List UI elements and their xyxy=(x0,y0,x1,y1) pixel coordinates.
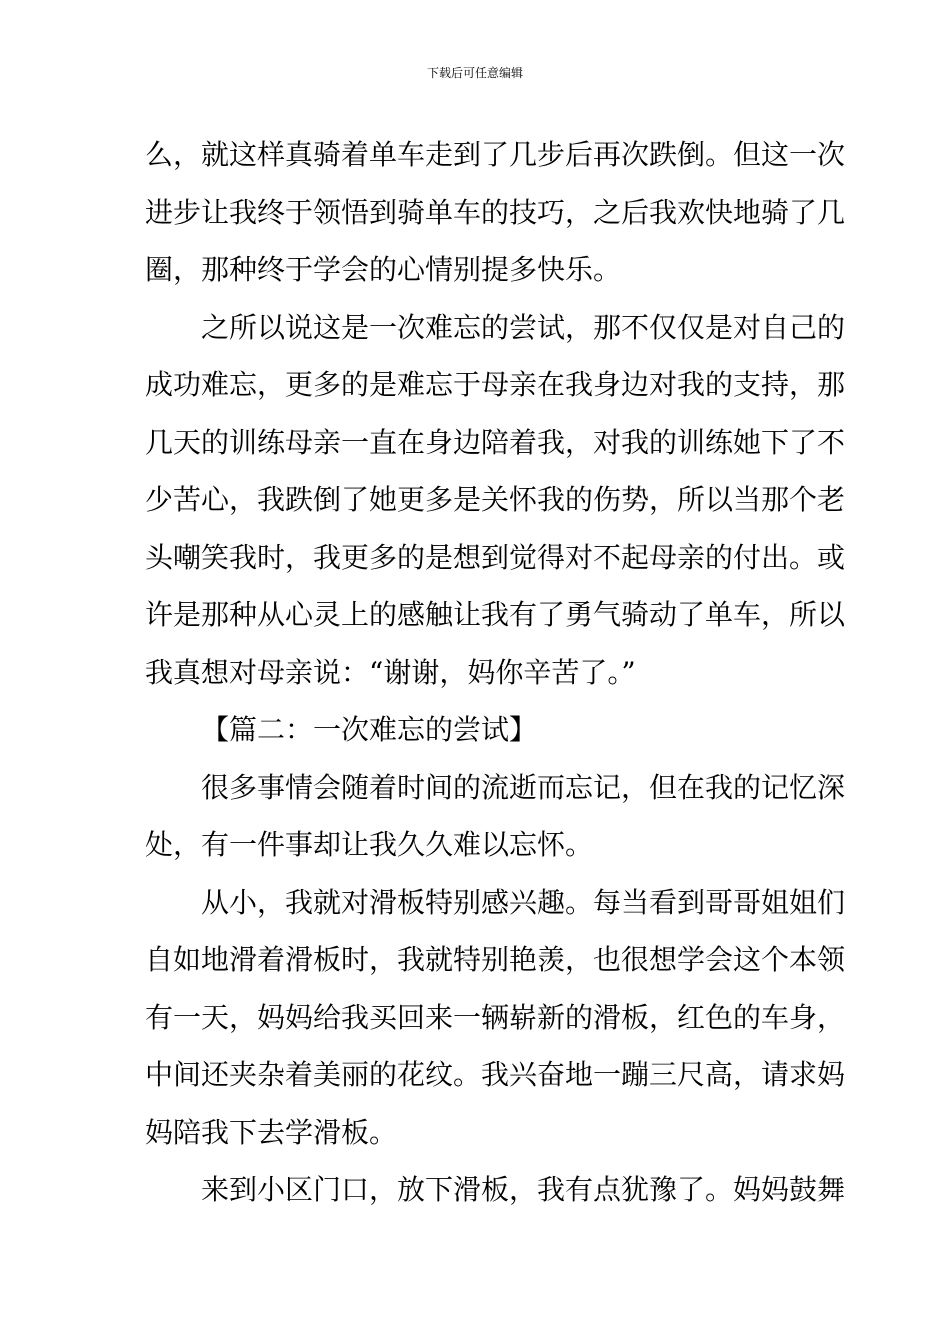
text-line: 自如地滑着滑板时，我就特别艳羡，也很想学会这个本领 xyxy=(145,943,846,976)
paragraph xyxy=(145,299,846,702)
text-line: 几天的训练母亲一直在身边陪着我，对我的训练她下了不 xyxy=(145,425,846,459)
text-line: 少苦心，我跌倒了她更多是关怀我的伤势，所以当那个老 xyxy=(145,483,846,516)
text-line: 之所以说这是一次难忘的尝试，那不仅仅是对自己的 xyxy=(201,310,846,344)
text-line: 中间还夹杂着美丽的花纹。我兴奋地一蹦三尺高，请求妈 xyxy=(145,1058,846,1091)
page-header: 下载后可任意编辑 xyxy=(426,66,523,80)
text-line: 圈，那种终于学会的心情别提多快乐。 xyxy=(145,253,622,286)
section-heading xyxy=(145,701,815,759)
paragraph xyxy=(145,874,846,1162)
text-line: 么，就这样真骑着单车走到了几步后再次跌倒。但这一次 xyxy=(145,138,846,171)
text-line: 许是那种从心灵上的感触让我有了勇气骑动了单车，所以 xyxy=(145,598,846,631)
text-line: 妈陪我下去学滑板。 xyxy=(145,1115,398,1149)
text-line: 头嘲笑我时，我更多的是想到觉得对不起母亲的付出。或 xyxy=(145,540,846,574)
text-line: 很多事情会随着时间的流逝而忘记，但在我的记忆深 xyxy=(201,770,846,804)
text-line: 我真想对母亲说：“谢谢，妈你辛苦了。” xyxy=(145,655,636,689)
text-line: 有一天，妈妈给我买回来一辆崭新的滑板，红色的车身， xyxy=(145,1000,846,1034)
paragraph xyxy=(145,126,846,299)
text-line: 成功难忘，更多的是难忘于母亲在我身边对我的支持，那 xyxy=(145,368,846,401)
text-line: 来到小区门口，放下滑板，我有点犹豫了。妈妈鼓舞 xyxy=(201,1173,846,1206)
text-line: 从小，我就对滑板特别感兴趣。每当看到哥哥姐姐们 xyxy=(201,885,846,919)
paragraph xyxy=(145,1161,846,1219)
text-line: 进步让我终于领悟到骑单车的技巧，之后我欢快地骑了几 xyxy=(145,195,846,229)
section-heading-text: 【篇二：一次难忘的尝试】 xyxy=(201,713,538,746)
document-body xyxy=(145,126,846,1219)
paragraph xyxy=(145,759,846,874)
text-line: 处，有一件事却让我久久难以忘怀。 xyxy=(145,828,594,861)
